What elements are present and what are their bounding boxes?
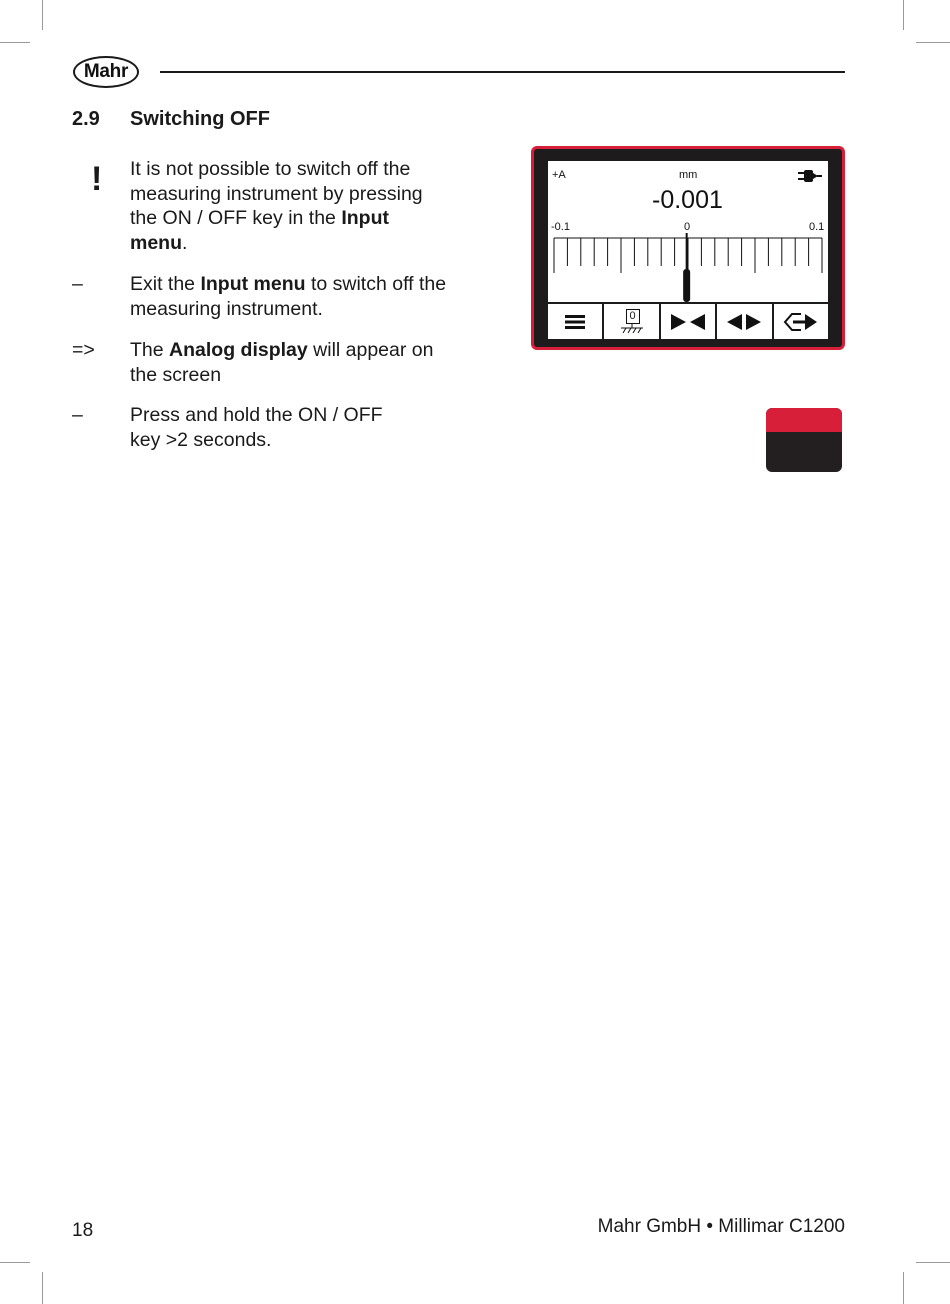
unit-label: mm: [679, 169, 698, 181]
emphasis-text: Analog display: [169, 339, 308, 361]
exit-softkey[interactable]: [774, 304, 828, 339]
text-segment: Exit the: [130, 273, 201, 295]
footer-company: Mahr GmbH • Millimar C1200: [597, 1216, 845, 1237]
measurement-value: -0.001: [652, 186, 723, 214]
exit-icon: [783, 311, 819, 333]
channel-label: +A: [552, 169, 566, 181]
tolerance-outward-softkey[interactable]: [717, 304, 773, 339]
zero-set-softkey[interactable]: [604, 304, 660, 339]
crop-mark: [903, 1272, 904, 1304]
text-segment: to switch off the measuring instrument.: [130, 273, 447, 320]
softkey-bar: [548, 302, 828, 339]
on-off-key-top: [766, 408, 842, 432]
device-display: [531, 146, 845, 350]
result-marker: =>: [72, 339, 95, 361]
power-plug-icon: [798, 169, 822, 187]
step-marker: –: [72, 273, 83, 295]
crop-mark: [0, 42, 30, 43]
crop-mark: [42, 0, 43, 30]
section-number: 2.9: [72, 108, 100, 130]
section-title: Switching OFF: [130, 108, 270, 130]
scale-min-label: -0.1: [551, 221, 570, 233]
analog-pointer: [683, 269, 690, 302]
mahr-logo: Mahr: [73, 56, 139, 88]
zero-set-icon: [619, 309, 645, 335]
crop-mark: [916, 42, 950, 43]
instruction-text: [130, 157, 450, 255]
step-marker: –: [72, 404, 83, 426]
crop-mark: [0, 1262, 30, 1263]
crop-mark: [916, 1262, 950, 1263]
warning-marker: !: [91, 160, 103, 198]
text-segment: It is not possible to switch off the measuring instrument by pressing the ON / OFF key in the: [130, 158, 423, 229]
emphasis-text: Input menu: [130, 207, 389, 254]
on-off-key-icon: [766, 408, 842, 472]
menu-softkey[interactable]: [548, 304, 604, 339]
text-segment: will appear on the screen: [130, 339, 434, 386]
text-segment: Press and hold the ON / OFF key >2 seconds.: [130, 404, 383, 451]
text-segment: The: [130, 339, 170, 361]
scale-max-label: 0.1: [809, 221, 825, 233]
analog-scale: [548, 233, 828, 303]
text-segment: .: [182, 231, 188, 254]
instruction-text: [130, 338, 450, 387]
tolerance-inward-softkey[interactable]: [661, 304, 717, 339]
lcd-screen: [548, 161, 828, 337]
tolerance-outward-icon: [727, 314, 761, 330]
page-number: 18: [72, 1220, 94, 1241]
tolerance-inward-icon: [671, 314, 705, 330]
crop-mark: [903, 0, 904, 30]
instruction-text: [130, 272, 450, 321]
zero-key-digit: 0: [626, 309, 640, 324]
header-rule: [160, 71, 845, 73]
crop-mark: [42, 1272, 43, 1304]
emphasis-text: Input menu: [200, 273, 306, 295]
instruction-text: [130, 403, 410, 452]
menu-icon: [565, 315, 585, 329]
scale-center-label: 0: [684, 221, 691, 233]
